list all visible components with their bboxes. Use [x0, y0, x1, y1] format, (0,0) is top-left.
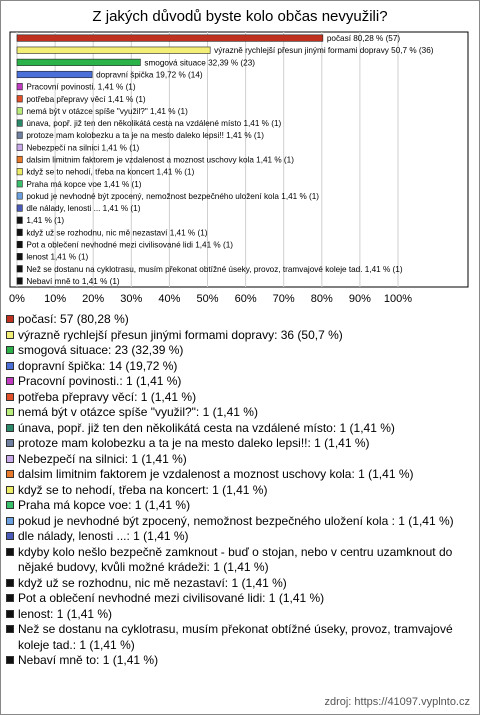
- bar-data-label: počasí 80,28 % (57): [326, 34, 401, 44]
- legend-swatch: [6, 625, 14, 633]
- legend-swatch: [6, 579, 14, 587]
- bar-data-label: potřeba přepravy věcí 1,41 % (1): [26, 94, 146, 104]
- source-note: zdroj: https://41097.vyplnto.cz: [324, 696, 470, 708]
- legend-item: [6, 653, 472, 669]
- legend-label: počasí: 57 (80,28 %): [18, 312, 129, 326]
- chart-title: Z jakých důvodů byste kolo občas nevyužili?: [92, 8, 388, 25]
- legend-swatch: [6, 315, 14, 323]
- bar-data-label: dopravní špička 19,72 % (14): [96, 70, 203, 80]
- bar: [17, 144, 22, 151]
- bar: [17, 205, 22, 212]
- legend-label: dle nálady, lenosti ...: 1 (1,41 %): [18, 529, 189, 543]
- bar-data-label: nemá být v otázce spíše "využil?" 1,41 % (1): [26, 106, 188, 116]
- legend-item: [6, 576, 472, 592]
- legend-item: [6, 452, 472, 468]
- legend-label: potřeba přepravy věcí: 1 (1,41 %): [18, 389, 197, 404]
- legend-label: Nebaví mně to: 1 (1,41 %): [18, 653, 159, 667]
- legend-item: [6, 312, 472, 328]
- bar-data-label: únava, popř. již ten den několikátá cesta na vzdálené místo 1,41 % (1): [26, 119, 282, 129]
- bar-data-label: Pot a oblečení nevhodné mezi civilisované lidi 1,41 % (1): [26, 240, 233, 250]
- x-tick-label: 80%: [310, 293, 333, 305]
- bar: [17, 181, 22, 188]
- legend-label: když už se rozhodnu, nic mě nezastaví: 1 (1,41 %): [18, 575, 287, 590]
- bar: [17, 47, 210, 54]
- legend-swatch: [6, 393, 14, 401]
- legend-swatch: [6, 424, 14, 432]
- legend-item: [6, 405, 472, 421]
- x-axis: [9, 293, 412, 305]
- legend-item: [6, 390, 472, 406]
- x-tick-label: 90%: [348, 293, 371, 305]
- bar: [17, 217, 22, 224]
- legend-swatch: [6, 331, 14, 339]
- legend-label: pokud je nevhodné být zpocený, nemožnost bezpečného uložení kola : 1 (1,41 %): [18, 513, 454, 528]
- legend-label: výrazně rychlejší přesun jinými formami dopravy: 36 (50,7 %): [18, 327, 343, 342]
- bar-data-label: smogová situace 32,39 % (23): [144, 58, 255, 68]
- legend-item: [6, 483, 472, 499]
- legend-swatch: [6, 470, 14, 478]
- bar: [17, 229, 22, 236]
- bar: [17, 278, 22, 285]
- legend-swatch: [6, 532, 14, 540]
- legend-label: Pot a oblečení nevhodné mezi civilisované lidi: 1 (1,41 %): [18, 591, 325, 605]
- legend-item: [6, 622, 472, 653]
- bar-data-label: Nebezpečí na silnici 1,41 % (1): [26, 143, 140, 153]
- legend-label: dalsim limitnim faktorem je vzdalenost a moznost uschovy kola: 1 (1,41 %): [18, 467, 414, 481]
- bar-data-label: když se to nehodí, třeba na koncert 1,41 % (1): [26, 167, 195, 177]
- legend-item: [6, 514, 472, 530]
- legend-item: [6, 436, 472, 452]
- legend-label: kdyby kolo nešlo bezpečně zamknout - buď o stojan, nebo v centru uzamknout do nějaké budovy, kvůli možné krádeži: 1 (1,41 %): [18, 544, 453, 574]
- legend-label: Než se dostanu na cyklotrasu, musím překonat obtížné úseky, provoz, tramvajové koleje tad.: 1 (1,41 %): [18, 622, 453, 652]
- x-tick-label: 10%: [44, 293, 67, 305]
- legend-swatch: [6, 486, 14, 494]
- legend-swatch: [6, 455, 14, 463]
- bar: [17, 96, 22, 103]
- legend-item: [6, 529, 472, 545]
- bar: [17, 156, 22, 163]
- bar: [17, 253, 22, 260]
- legend-item: [6, 359, 472, 375]
- bar-data-label: Pracovní povinosti. 1,41 % (1): [26, 82, 136, 92]
- legend-swatch: [6, 656, 14, 664]
- bar-data-label: lenost 1,41 % (1): [26, 252, 89, 262]
- bar-data-label: 1,41 % (1): [26, 216, 65, 226]
- bar: [17, 83, 22, 90]
- legend-label: únava, popř. již ten den několikátá cesta na vzdálené místo: 1 (1,41 %): [18, 420, 395, 435]
- legend-label: nemá být v otázce spíše "využil?": 1 (1,41 %): [18, 405, 258, 419]
- bar-data-label: výrazně rychlejší přesun jinými formami dopravy 50,7 % (36): [214, 46, 434, 56]
- bar: [17, 71, 92, 78]
- x-tick-label: 30%: [120, 293, 143, 305]
- legend-swatch: [6, 594, 14, 602]
- bar-data-label: dle nálady, lenosti ... 1,41 % (1): [26, 204, 141, 214]
- x-tick-label: 70%: [272, 293, 295, 305]
- legend-item: [6, 498, 472, 514]
- legend-item: [6, 591, 472, 607]
- x-tick-label: 40%: [158, 293, 181, 305]
- legend-swatch: [6, 408, 14, 416]
- legend-label: Praha má kopce voe: 1 (1,41 %): [18, 498, 191, 512]
- legend: [6, 312, 472, 669]
- legend-swatch: [6, 610, 14, 618]
- bar-data-label: protoze mam kolobezku a ta je na mesto daleko lepsi!! 1,41 % (1): [26, 131, 264, 141]
- legend-item: [6, 607, 472, 623]
- legend-swatch: [6, 362, 14, 370]
- bar-data-label: Praha má kopce voe 1,41 % (1): [26, 179, 142, 189]
- legend-swatch: [6, 548, 14, 556]
- x-tick-label: 60%: [234, 293, 257, 305]
- x-tick-label: 100%: [383, 293, 413, 305]
- bar: [17, 108, 22, 115]
- legend-item: [6, 421, 472, 437]
- bar: [17, 168, 22, 175]
- bar-data-label: Než se dostanu na cyklotrasu, musím překonat obtížné úseky, provoz, tramvajové koleje tad. 1,41 % (1): [26, 264, 403, 274]
- bar: [17, 193, 22, 200]
- legend-swatch: [6, 346, 14, 354]
- bar-chart: [0, 0, 480, 312]
- bar-data-label: Nebaví mně to 1,41 % (1): [26, 276, 120, 286]
- bar: [17, 241, 22, 248]
- legend-swatch: [6, 501, 14, 509]
- bar: [17, 35, 323, 42]
- bar-data-label: pokud je nevhodné být zpocený, nemožnost bezpečného uložení kola 1,41 % (1): [26, 191, 320, 201]
- bar-data-label: když už se rozhodnu, nic mě nezastaví 1,41 % (1): [26, 228, 208, 238]
- legend-item: [6, 467, 472, 483]
- legend-label: když se to nehodí, třeba na koncert: 1 (1,41 %): [18, 482, 268, 497]
- legend-label: smogová situace: 23 (32,39 %): [18, 343, 184, 357]
- bar: [17, 132, 22, 139]
- legend-swatch: [6, 517, 14, 525]
- legend-item: [6, 328, 472, 344]
- bar: [17, 120, 22, 127]
- legend-item: [6, 343, 472, 359]
- x-tick-label: 20%: [82, 293, 105, 305]
- legend-label: protoze mam kolobezku a ta je na mesto daleko lepsi!!: 1 (1,41 %): [18, 436, 370, 450]
- legend-label: Nebezpečí na silnici: 1 (1,41 %): [18, 451, 187, 466]
- legend-item: [6, 545, 472, 576]
- bar-data-label: dalsim limitnim faktorem je vzdalenost a moznost uschovy kola 1,41 % (1): [26, 155, 294, 165]
- legend-swatch: [6, 377, 14, 385]
- legend-swatch: [6, 439, 14, 447]
- bar: [17, 266, 22, 273]
- legend-item: [6, 374, 472, 390]
- legend-label: Pracovní povinosti.: 1 (1,41 %): [18, 374, 182, 388]
- legend-label: dopravní špička: 14 (19,72 %): [18, 358, 178, 373]
- bar: [17, 59, 140, 66]
- x-tick-label: 50%: [196, 293, 219, 305]
- legend-label: lenost: 1 (1,41 %): [18, 606, 113, 621]
- x-tick-label: 0%: [9, 293, 25, 305]
